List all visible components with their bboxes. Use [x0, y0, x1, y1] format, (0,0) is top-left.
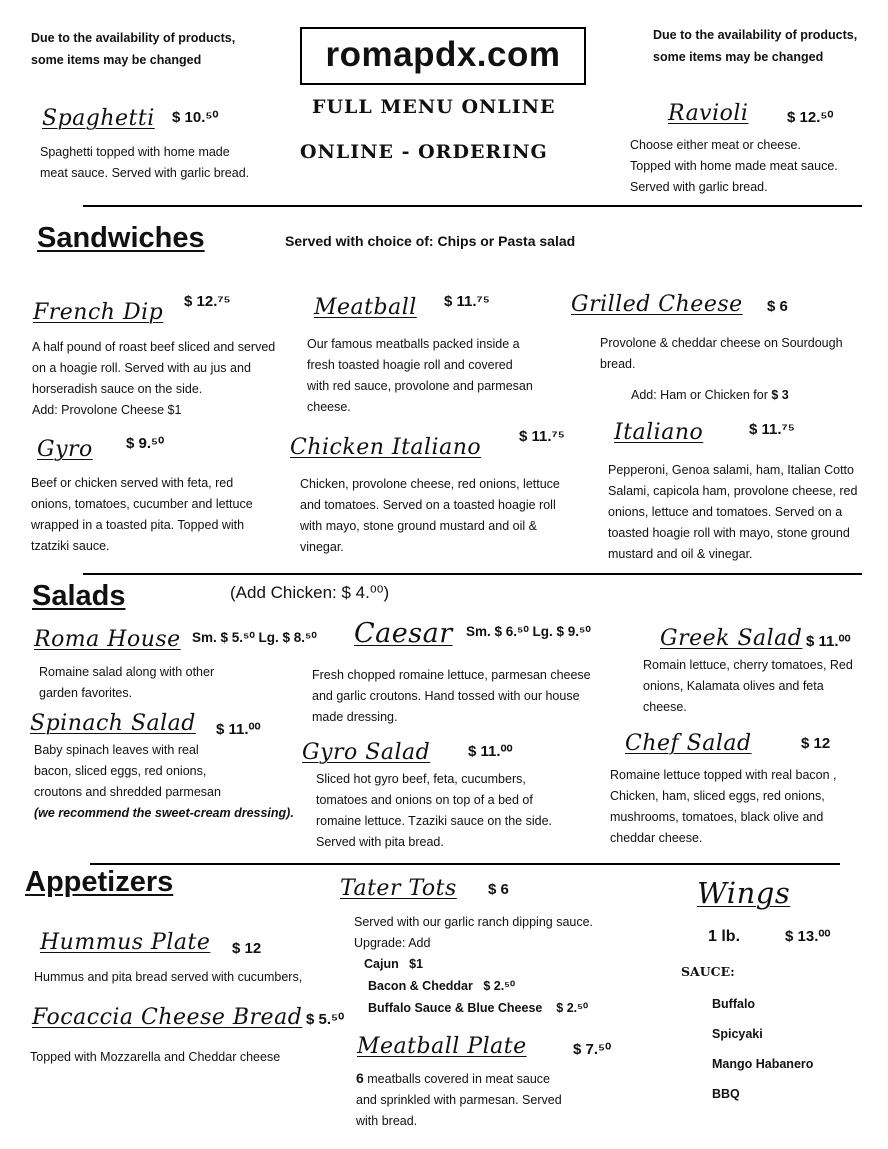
- grilled-cheese-addon: Add: Ham or Chicken for $ 3: [631, 388, 789, 402]
- sauce-item: Mango Habanero: [712, 1057, 814, 1071]
- chicken-italiano-name: Chicken Italiano: [290, 435, 482, 460]
- add-chicken-note: (Add Chicken: $ 4.⁰⁰): [230, 583, 390, 602]
- wings-sauce-label: SAUCE:: [681, 964, 735, 979]
- full-menu-banner: FULL MENU ONLINE: [312, 96, 556, 118]
- roma-house-name: Roma House: [34, 627, 181, 652]
- availability-note-left: Due to the availability of products, some items may be changed: [31, 31, 236, 67]
- ravioli-name: Ravioli: [668, 101, 749, 126]
- sandwiches-note: Served with choice of: Chips or Pasta salad: [285, 233, 576, 249]
- ravioli-price: $ 12.⁵⁰: [787, 109, 834, 126]
- chef-salad-desc: Romaine lettuce topped with real bacon , Chicken, ham, sliced eggs, red onions, mushrooms, tomatoes, black olive and cheddar cheese.: [610, 768, 837, 845]
- grilled-cheese-price: $ 6: [767, 298, 788, 315]
- gyro-name: Gyro: [37, 437, 93, 462]
- salads-heading: Salads: [32, 580, 126, 612]
- meatball-desc: Our famous meatballs packed inside a fresh toasted hoagie roll and covered with red sauce, provolone and parmesan cheese.: [307, 337, 533, 414]
- greek-salad-price: $ 11.⁰⁰: [806, 633, 851, 650]
- french-dip-desc: A half pound of roast beef sliced and served on a hoagie roll. Served with au jus and horseradish sauce on the side. Add: Provolone Cheese $1: [32, 340, 276, 417]
- gyro-salad-price: $ 11.⁰⁰: [468, 743, 513, 760]
- gyro-price: $ 9.⁵⁰: [126, 435, 165, 452]
- option-cajun: Cajun $1: [364, 957, 424, 971]
- sandwiches-heading: Sandwiches: [37, 222, 205, 254]
- spaghetti-name: Spaghetti: [42, 106, 155, 131]
- wings-name: Wings: [697, 876, 791, 910]
- availability-note-right: Due to the availability of products, some items may be changed: [653, 28, 858, 64]
- roma-house-desc: Romaine salad along with other garden favorites.: [39, 665, 215, 700]
- grilled-cheese-desc: Provolone & cheddar cheese on Sourdough bread.: [600, 336, 843, 371]
- focaccia-name: Focaccia Cheese Bread: [32, 1005, 303, 1030]
- greek-salad-desc: Romain lettuce, cherry tomatoes, Red onions, Kalamata olives and feta cheese.: [643, 658, 853, 714]
- meatball-plate-name: Meatball Plate: [357, 1034, 527, 1059]
- meatball-price: $ 11.⁷⁵: [444, 293, 490, 310]
- divider: [83, 205, 862, 207]
- french-dip-name: French Dip: [33, 300, 164, 325]
- wings-size: 1 lb.: [708, 928, 741, 945]
- online-ordering-banner: ONLINE - ORDERING: [300, 141, 548, 163]
- meatball-name: Meatball: [314, 295, 417, 320]
- option-bacon-cheddar: Bacon & Cheddar $ 2.⁵⁰: [368, 979, 516, 993]
- focaccia-price: $ 5.⁵⁰: [306, 1011, 345, 1028]
- hummus-plate-desc: Hummus and pita bread served with cucumbers,: [34, 970, 303, 984]
- gyro-salad-desc: Sliced hot gyro beef, feta, cucumbers, tomatoes and onions on top of a bed of romaine lettuce. Tzaziki sauce on the side. Served with pita bread.: [316, 772, 553, 849]
- italiano-desc: Pepperoni, Genoa salami, ham, Italian Cotto Salami, capicola ham, provolone cheese, red onions, lettuce and tomatoes. Served on a toasted hoagie roll with mayo, stone ground mustard and oil & vinegar.: [608, 463, 858, 561]
- tater-tots-options: [364, 953, 588, 1019]
- tater-tots-price: $ 6: [488, 881, 509, 898]
- option-buffalo-blue: Buffalo Sauce & Blue Cheese $ 2.⁵⁰: [368, 1001, 588, 1015]
- hummus-plate-price: $ 12: [232, 940, 262, 957]
- gyro-desc: Beef or chicken served with feta, red onions, tomatoes, cucumber and lettuce wrapped in a toasted pita. Topped with tzatziki sauce.: [31, 476, 253, 553]
- sauce-item: Buffalo: [712, 997, 756, 1011]
- chicken-italiano-price: $ 11.⁷⁵: [519, 428, 565, 445]
- hummus-plate-name: Hummus Plate: [40, 930, 211, 955]
- wings-sauce-list: [712, 989, 813, 1109]
- caesar-name: Caesar: [354, 618, 453, 649]
- ravioli-desc: Choose either meat or cheese. Topped with home made meat sauce. Served with garlic bread.: [630, 138, 838, 194]
- chef-salad-price: $ 12: [801, 735, 831, 752]
- spinach-salad-desc: Baby spinach leaves with real bacon, sliced eggs, red onions, croutons and shredded parmesan (we recommend the sweet-cream dressing).: [34, 743, 294, 820]
- appetizers-heading: Appetizers: [25, 866, 174, 898]
- french-dip-price: $ 12.⁷⁵: [184, 293, 231, 310]
- spaghetti-price: $ 10.⁵⁰: [172, 109, 219, 126]
- focaccia-desc: Topped with Mozzarella and Cheddar cheese: [30, 1050, 281, 1064]
- divider: [83, 573, 862, 575]
- grilled-cheese-name: Grilled Cheese: [571, 292, 743, 317]
- chicken-italiano-desc: Chicken, provolone cheese, red onions, lettuce and tomatoes. Served on a toasted hoagie roll with mayo, stone ground mustard and oil & vinegar.: [300, 477, 560, 554]
- greek-salad-name: Greek Salad: [660, 626, 803, 651]
- wings-price: $ 13.⁰⁰: [785, 928, 831, 945]
- spinach-salad-name: Spinach Salad: [30, 711, 196, 736]
- spinach-salad-price: $ 11.⁰⁰: [216, 721, 261, 738]
- tater-tots-desc: Served with our garlic ranch dipping sauce. Upgrade: Add: [354, 915, 594, 950]
- italiano-name: Italiano: [614, 420, 704, 445]
- gyro-salad-name: Gyro Salad: [302, 740, 431, 765]
- sauce-item: BBQ: [712, 1087, 740, 1101]
- meatball-plate-price: $ 7.⁵⁰: [573, 1041, 612, 1058]
- italiano-price: $ 11.⁷⁵: [749, 421, 795, 438]
- roma-house-price: Sm. $ 5.⁵⁰ Lg. $ 8.⁵⁰: [192, 630, 317, 645]
- meatball-plate-desc: 6 meatballs covered in meat sauce and sprinkled with parmesan. Served with bread.: [356, 1070, 562, 1128]
- tater-tots-name: Tater Tots: [340, 876, 457, 901]
- caesar-desc: Fresh chopped romaine lettuce, parmesan cheese and garlic croutons. Hand tossed with our house made dressing.: [312, 668, 591, 724]
- caesar-price: Sm. $ 6.⁵⁰ Lg. $ 9.⁵⁰: [466, 624, 591, 639]
- chef-salad-name: Chef Salad: [625, 731, 752, 756]
- divider: [90, 863, 840, 865]
- site-url-box[interactable]: romapdx.com: [300, 27, 586, 85]
- sauce-item: Spicyaki: [712, 1027, 763, 1041]
- spaghetti-desc: Spaghetti topped with home made meat sauce. Served with garlic bread.: [40, 145, 250, 180]
